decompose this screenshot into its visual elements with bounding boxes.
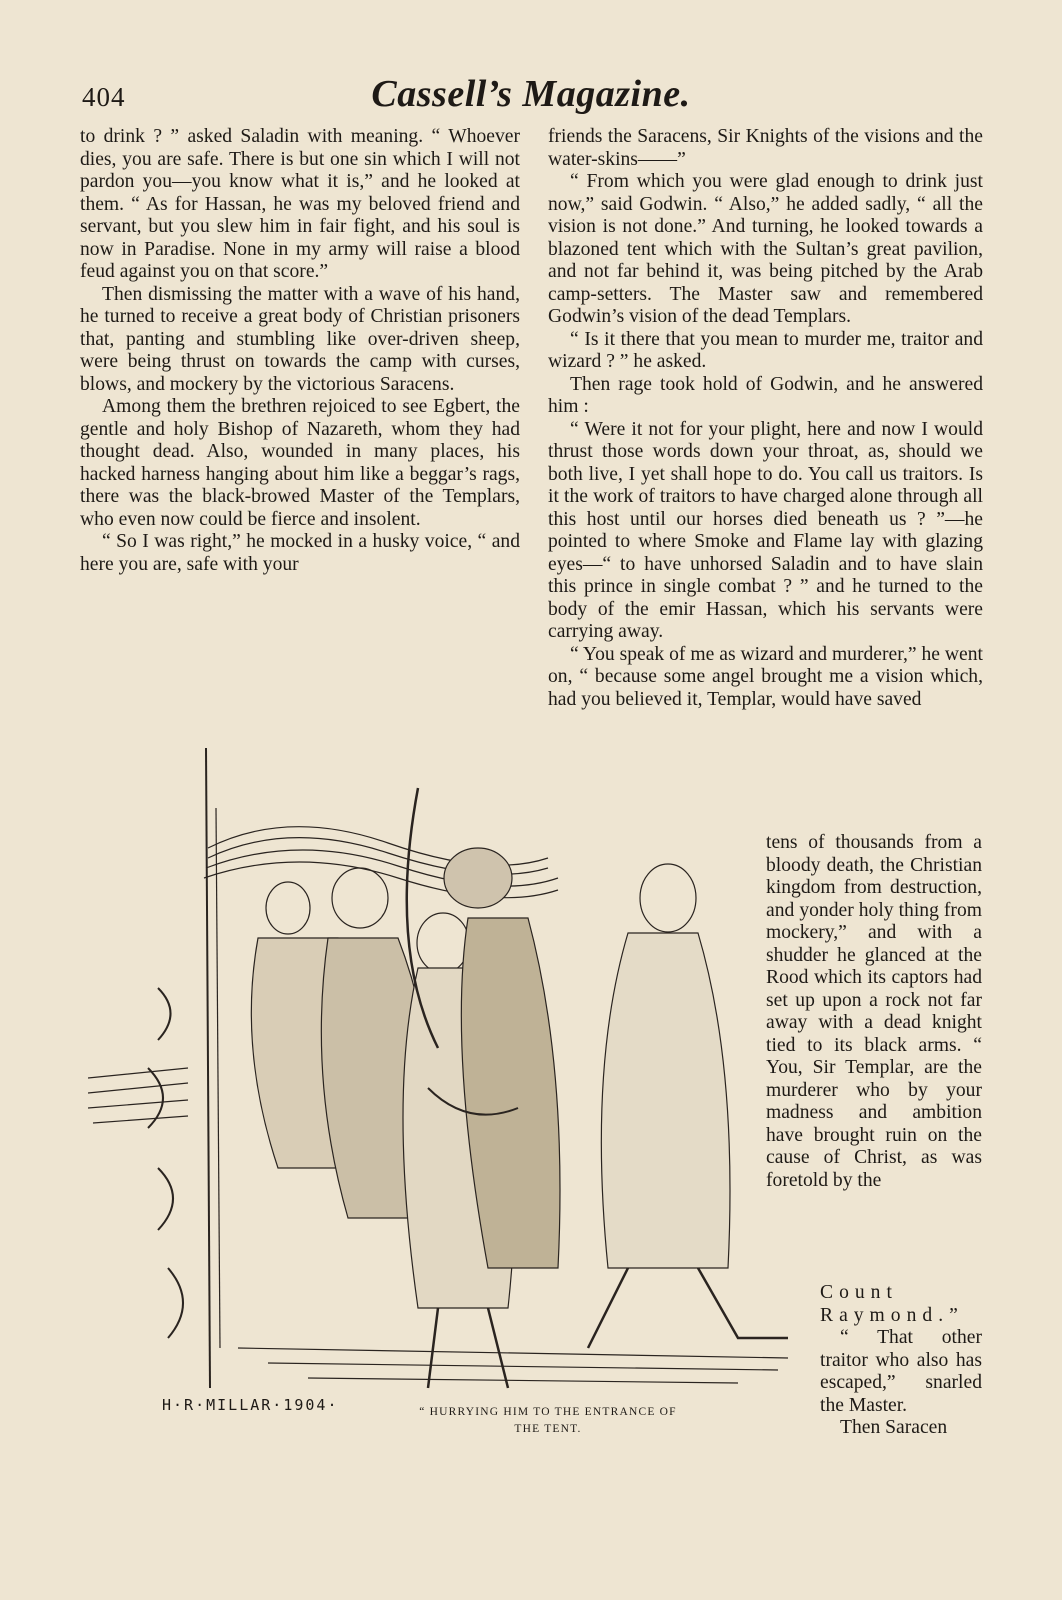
- paragraph: friends the Saracens, Sir Knights of the visions and the water-skins——”: [548, 126, 983, 170]
- paragraph: “ Is it there that you mean to murder me, traitor and wizard ? ” he asked.: [548, 328, 983, 372]
- right-column: [548, 126, 983, 711]
- page-number: 404: [82, 82, 126, 112]
- paragraph: “ You speak of me as wizard and murderer,” he went on, “ because some angel brought me a vision which, had you believed it, Templar, would have saved: [548, 643, 983, 710]
- magazine-title: Cassell’s Magazine.: [371, 73, 691, 115]
- paragraph: Then Saracen: [840, 1417, 948, 1438]
- wrap-text-upper: [766, 832, 982, 1192]
- caption-line: THE TENT.: [514, 1423, 582, 1435]
- paragraph: “ Were it not for your plight, here and now I would thrust those words down your throat, as, should we both live, I yet shall hope to do. You call us traitors. Is it the work of traitors to have charged alone through all this host until our horses died beneath us ? ”—he pointed to where Smoke and Flame lay with glazing eyes—“ to have unhorsed Saladin and to have slain this prince in single combat ? ” and he turned to the body of the emir Hassan, which his servants were carrying away.: [548, 418, 983, 642]
- illustration-engraving: [88, 748, 788, 1408]
- paragraph: “ From which you were glad enough to drink just now,” said Godwin. “ Also,” he added sadly, “ all the vision is not done.” And turning, he looked towards a blazoned tent which with the Sultan’s great pavilion, and not far behind it, was being pitched by the Arab camp-setters. The Master saw and remembered Godwin’s vision of the dead Templars.: [548, 171, 983, 327]
- artist-signature: H·R·MILLAR·1904·: [162, 1396, 339, 1414]
- paragraph: Among them the brethren rejoiced to see Egbert, the gentle and holy Bishop of Nazareth, whom they had thought dead. Also, wounded in many places, his hacked harness hanging about him like a beggar’s rags, there was the black-browed Master of the Templars, who even now could be fierce and insolent.: [80, 396, 520, 530]
- left-column: [80, 126, 520, 576]
- paragraph: Then rage took hold of Godwin, and he answered him :: [548, 373, 983, 417]
- paragraph: tens of thousands from a bloody death, the Christian kingdom from destruction, and yonder holy thing from mockery,” and with a shudder he glanced at the Rood which its captors had set up upon a rock not far away with a dead knight tied to its black arms. “ You, Sir Templar, are the murderer who by your madness and ambition have brought ruin on the cause of Christ, as was foretold by the: [766, 832, 982, 1191]
- paragraph: to drink ? ” asked Saladin with meaning. “ Whoever dies, you are safe. There is but one sin which I will not pardon you—you know what it is,” and he looked at them. “ As for Hassan, he was my beloved friend and servant, but you slew him in fair fight, and his soul is now in Paradise. None in my army will raise a blood feud against you on that score.”: [80, 126, 520, 282]
- paragraph: “ So I was right,” he mocked in a husky voice, “ and here you are, safe with your: [80, 531, 520, 575]
- paragraph: Then dismissing the matter with a wave of his hand, he turned to receive a great body of Christian prisoners that, panting and stumbling like over-driven sheep, were being thrust on towards the camp with curses, blows, and mockery by the victorious Saracens.: [80, 283, 520, 395]
- text-line: Count Raymond.”: [820, 1282, 964, 1326]
- paragraph: “ That other traitor who also has escaped,” snarled the Master.: [820, 1327, 982, 1416]
- wrap-text-lower: [820, 1282, 982, 1440]
- caption-line: “ HURRYING HIM TO THE ENTRANCE OF: [419, 1406, 677, 1418]
- illustration-caption: [378, 1404, 718, 1438]
